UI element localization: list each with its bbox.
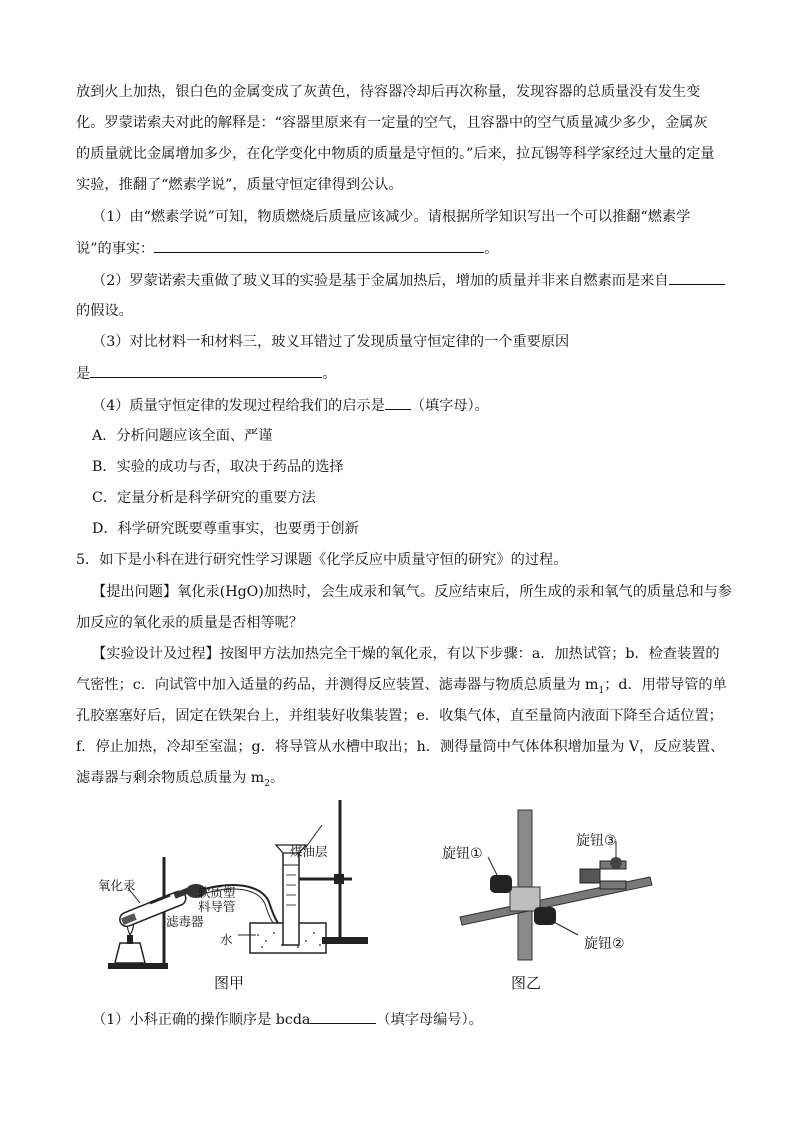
q5-design-line-5-text: 滤毒器与剩余物质总质量为 m <box>76 770 265 786</box>
label-water: 水 <box>220 932 233 947</box>
q4-3-line-2 <box>76 363 336 384</box>
intro-line-4: 实验，推翻了“燃素学说”，质量守恒定律得到公认。 <box>76 177 403 193</box>
q5-title: 5．如下是小科在进行研究性学习课题《化学反应中质量守恒的研究》的过程。 <box>76 552 568 568</box>
q4-3-suffix: 。 <box>322 366 337 382</box>
m2-subscript: 2 <box>264 778 270 789</box>
q4-3-prefix: 是 <box>76 366 91 382</box>
label-knob-2: 旋钮② <box>584 936 625 952</box>
q4-1-suffix: 。 <box>484 241 499 257</box>
q5-design-line-5-tail: 。 <box>269 770 285 786</box>
q5-1-line <box>92 1009 483 1030</box>
q4-3-answer-blank[interactable] <box>90 363 322 378</box>
label-knob-3: 旋钮③ <box>576 833 617 849</box>
q4-1-line-1: （1）由“燃素学说”可知，物质燃烧后质量应该减少。请根据所学知识写出一个可以推翻“燃素学 <box>92 209 691 225</box>
intro-line-1: 放到火上加热，银白色的金属变成了灰黄色，待容器冷却后再次称量，发现容器的总质量没有发生变 <box>76 84 701 100</box>
q5-design-line-2 <box>76 675 727 701</box>
figure-yi-caption: 图乙 <box>511 974 542 992</box>
q5-design-line-4: f．停止加热，冷却至室温；g．将导管从水槽中取出；h．测得量筒中气体体积增加量为 V，反应装置、 <box>76 739 725 755</box>
option-c[interactable]: C．定量分析是科学研究的重要方法 <box>92 490 316 506</box>
label-hgo: 氧化汞 <box>98 878 136 893</box>
label-soft-tube-2: 料导管 <box>198 899 236 914</box>
option-b[interactable]: B．实验的成功与否，取决于药品的选择 <box>92 459 344 475</box>
q4-2-answer-blank[interactable] <box>669 270 725 285</box>
figure-yi-clamp <box>440 805 660 965</box>
q5-design-line-2-tail: ；d．用带导管的单 <box>604 677 727 693</box>
option-a[interactable]: A．分析问题应该全面、严谨 <box>92 428 273 444</box>
q4-4-line <box>92 395 489 416</box>
q5-design-line-2-text: 气密性；c．向试管中加入适量的药品，并测得反应装置、滤毒器与物质总质量为 m <box>76 677 599 693</box>
m1-subscript: 1 <box>598 685 605 696</box>
q5-1-suffix: （填字母编号）。 <box>376 1012 483 1028</box>
q5-problem-line-2: 加反应的氧化汞的质量是否相等呢？ <box>76 615 304 631</box>
q4-1-prefix: 说”的事实： <box>76 241 155 257</box>
intro-line-3: 的质量就比金属增加多少，在化学变化中物质的质量是守恒的。”后来，拉瓦锡等科学家经过大量的定量 <box>76 146 715 162</box>
label-kerosene: 煤油层 <box>290 844 328 859</box>
q4-4-suffix: （填字母）。 <box>410 398 489 414</box>
q5-1-prefix: （1）小科正确的操作顺序是 bcda <box>92 1012 311 1028</box>
q4-3-line-1: （3）对比材料一和材料三，玻义耳错过了发现质量守恒定律的一个重要原因 <box>92 334 570 350</box>
label-soft-tube <box>198 886 236 914</box>
q5-1-answer-blank[interactable] <box>310 1009 376 1024</box>
q5-design-line-1: 【实验设计及过程】按图甲方法加热完全干燥的氧化汞，有以下步骤：a．加热试管；b．检查装置的 <box>92 646 720 662</box>
q4-4-prefix: （4）质量守恒定律的发现过程给我们的启示是 <box>92 398 385 414</box>
intro-line-2: 化。罗蒙诺索夫对此的解释是：“容器里原来有一定量的空气，且容器中的空气质量减少多少，金属灰 <box>76 115 708 131</box>
q4-2-prefix: （2）罗蒙诺索夫重做了玻义耳的实验是基于金属加热后，增加的质量并非来自燃素而是来自 <box>92 273 669 289</box>
option-d[interactable]: D．科学研究既要尊重事实，也要勇于创新 <box>92 521 359 537</box>
q5-design-line-5 <box>76 768 284 794</box>
label-knob-1: 旋钮① <box>442 846 483 862</box>
figure-jia-caption: 图甲 <box>214 974 245 992</box>
q5-problem-line-1: 【提出问题】氧化汞(HgO)加热时，会生成汞和氧气。反应结束后，所生成的汞和氧气的质量总和与参 <box>92 584 733 600</box>
q4-2-line-2: 的假设。 <box>76 303 133 319</box>
q4-2-line-1 <box>92 270 725 291</box>
q4-4-answer-blank[interactable] <box>385 395 411 410</box>
q4-1-line-2 <box>76 238 498 259</box>
q5-design-line-3: 孔胶塞塞好后，固定在铁架台上，并组装好收集装置；e．收集气体，直至量筒内液面下降至合适位置； <box>76 708 723 724</box>
label-filter: 滤毒器 <box>166 914 204 929</box>
label-soft-tube-1: 软质塑 <box>198 885 236 900</box>
q4-1-answer-blank[interactable] <box>154 238 484 253</box>
